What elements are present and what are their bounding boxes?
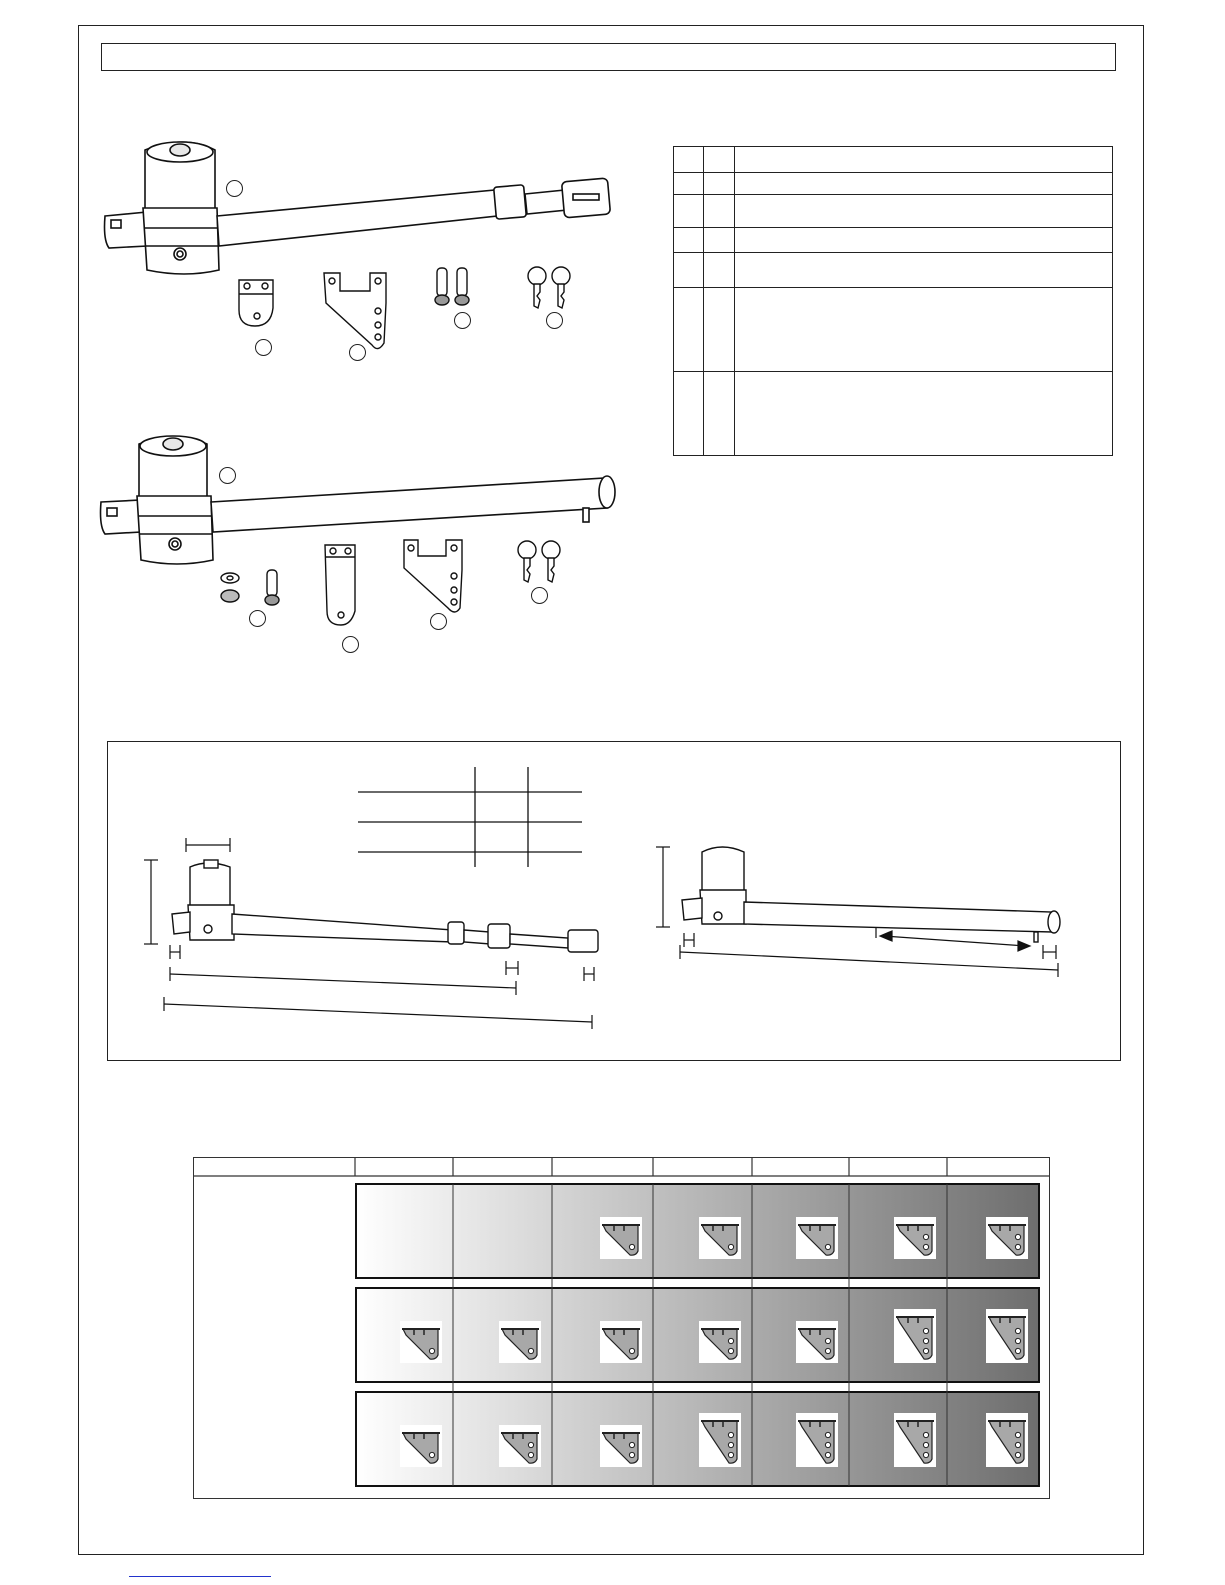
bracket-thumbnail [796, 1413, 838, 1467]
bracket-thumbnail [699, 1321, 741, 1363]
callout-1 [226, 180, 243, 197]
gearbox [137, 496, 213, 564]
bracket-thumbnail [894, 1309, 936, 1363]
callout-1 [219, 467, 236, 484]
key-icon [518, 541, 536, 559]
parts-table-row [674, 227, 1112, 228]
actuator-kit-b-illustration [95, 430, 635, 655]
callout-2 [249, 610, 266, 627]
bracket-thumbnail [499, 1321, 541, 1363]
page-title-bar [101, 43, 1116, 71]
bracket-thumbnail [796, 1321, 838, 1363]
parts-table-row [674, 252, 1112, 253]
bracket-thumbnail [400, 1425, 442, 1467]
bracket-thumbnail [499, 1425, 541, 1467]
bracket-thumbnail [894, 1217, 936, 1259]
parts-table-row [674, 172, 1112, 173]
callout-3 [342, 636, 359, 653]
actuator-pin [583, 508, 589, 522]
bracket-thumbnail [986, 1217, 1028, 1259]
bracket-thumbnail [986, 1309, 1028, 1363]
bracket-thumbnail [600, 1217, 642, 1259]
callout-5 [531, 587, 548, 604]
parts-table-row [674, 287, 1112, 288]
callout-4 [430, 613, 447, 630]
bracket-thumbnail [986, 1413, 1028, 1467]
actuator-tube [217, 190, 497, 246]
actuator-tube [211, 478, 607, 532]
footer-link[interactable] [129, 1576, 271, 1577]
callout-3 [349, 344, 366, 361]
callout-4 [454, 312, 471, 329]
mounting-tab [105, 212, 148, 248]
dim-actuator-straight [682, 847, 1060, 942]
bracket-thumbnail [600, 1321, 642, 1363]
bracket-thumbnail [400, 1321, 442, 1363]
bracket-thumbnail [796, 1217, 838, 1259]
key-icon [528, 267, 546, 285]
gearbox [143, 208, 219, 274]
parts-table-row [674, 194, 1112, 195]
pin [437, 268, 447, 296]
dimension-table [358, 767, 582, 867]
parts-table-row [674, 371, 1112, 372]
bracket-bands [356, 1184, 1039, 1486]
nut [221, 590, 239, 602]
dim-actuator-telescopic [172, 860, 598, 952]
callout-5 [546, 312, 563, 329]
mounting-tab [101, 500, 142, 534]
bracket-thumbnail [699, 1413, 741, 1467]
callout-2 [255, 339, 272, 356]
actuator-kit-a-illustration [95, 128, 635, 368]
dimension-drawings [108, 742, 1120, 1060]
parts-table [673, 146, 1113, 456]
bracket-thumbnail [699, 1217, 741, 1259]
bracket-thumbnail [894, 1413, 936, 1467]
pin [267, 570, 277, 596]
bracket-thumbnail [600, 1425, 642, 1467]
dimensions-panel [107, 741, 1121, 1061]
